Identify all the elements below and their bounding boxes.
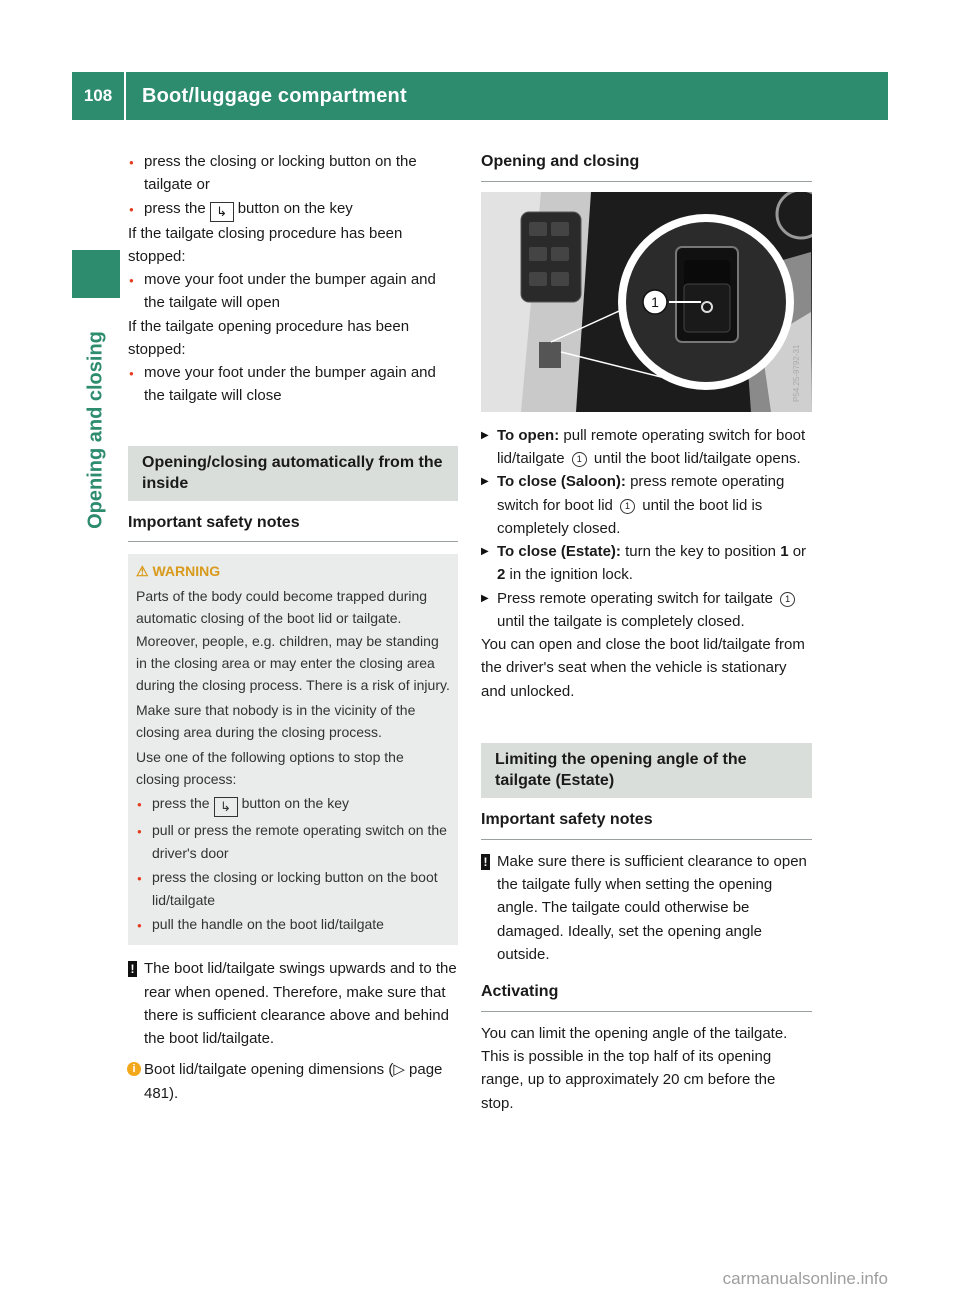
list-item: ● move your foot under the bumper again and the tailgate will close xyxy=(128,361,458,408)
right-column xyxy=(481,150,812,1115)
exclamation-icon: ! xyxy=(481,854,490,870)
paragraph: If the tailgate closing procedure has been stopped: xyxy=(128,224,403,265)
warning-triangle-icon: ⚠ xyxy=(136,563,149,580)
section-heading: Opening/closing automatically from the inside xyxy=(128,446,458,501)
subheading: Activating xyxy=(481,980,812,1012)
instruction-step: ▶ Press remote operating switch for tailgate 1 until the tailgate is completely closed. xyxy=(481,587,812,634)
paragraph: You can limit the opening angle of the tailgate. This is possible in the top half of its opening range, up to approximately 20 cm before the stop. xyxy=(481,1024,788,1112)
side-tab-label: Opening and closing xyxy=(84,331,107,529)
warning-box xyxy=(128,554,458,945)
callout-1-icon: 1 xyxy=(620,499,635,514)
list-item: ● press the closing or locking button on the tailgate or xyxy=(128,150,458,197)
list-item: ● pull the handle on the boot lid/tailgate xyxy=(136,913,450,935)
callout-number: 1 xyxy=(651,293,659,310)
note: ! Make sure there is sufficient clearance to open the tailgate fully when setting the opening angle. The tailgate could otherwise be damaged. Ideally, set the opening angle outside. xyxy=(481,850,812,966)
warning-text: Make sure that nobody is in the vicinity of the closing area during the closing process. xyxy=(136,701,416,741)
watermark: carmanualsonline.info xyxy=(722,1269,888,1288)
warning-text: Use one of the following options to stop the closing process: xyxy=(136,748,404,787)
warning-text: Parts of the body could become trapped during automatic closing of the boot lid or tailgate. Moreover, people, e.g. children, may be standing in the closing area or may enter the closing area during the closing process. There is a risk of injury. xyxy=(136,587,450,694)
list-item: ● move your foot under the bumper again and the tailgate will open xyxy=(128,268,458,315)
list-item: ● pull or press the remote operating switch on the driver's door xyxy=(136,819,450,864)
warning-title: ⚠ WARNING xyxy=(136,563,221,580)
tailgate-key-icon: ↳ xyxy=(210,202,234,222)
left-column xyxy=(128,150,458,1105)
info-icon: i xyxy=(127,1062,141,1076)
tailgate-key-icon: ↳ xyxy=(214,797,238,817)
page-title: Boot/luggage compartment xyxy=(142,84,407,107)
photo-code: P54.25-9792-31 xyxy=(792,344,801,402)
subheading: Opening and closing xyxy=(481,150,812,182)
page-reference-link[interactable]: Boot lid/tailgate opening dimensions (▷ page 481). xyxy=(144,1061,443,1102)
paragraph: If the tailgate opening procedure has been stopped: xyxy=(128,317,410,358)
list-item: ● press the closing or locking button on the boot lid/tailgate xyxy=(136,866,450,911)
instruction-step: ▶ To open: pull remote operating switch for boot lid/tailgate 1 until the boot lid/tailgate opens. xyxy=(481,424,812,471)
list-item: ● press the ↳ button on the key xyxy=(136,792,450,817)
note: ! The boot lid/tailgate swings upwards and to the rear when opened. Therefore, make sure that there is sufficient clearance above and behind the boot lid/tailgate. xyxy=(128,957,458,1050)
instructions xyxy=(481,424,812,633)
callout-1-icon: 1 xyxy=(780,592,795,607)
list-item: ● press the ↳ button on the key xyxy=(128,197,458,222)
paragraph: You can open and close the boot lid/tailgate from the driver's seat when the vehicle is stationary and unlocked. xyxy=(481,636,805,700)
page-number: 108 xyxy=(83,85,113,105)
subheading: Important safety notes xyxy=(128,511,458,543)
callout-1-icon: 1 xyxy=(572,452,587,467)
side-tab-marker xyxy=(72,250,120,298)
info-note xyxy=(128,1058,458,1105)
instruction-step: ▶ To close (Saloon): press remote operating switch for boot lid 1 until the boot lid is completely closed. xyxy=(481,470,812,540)
subheading: Important safety notes xyxy=(481,808,812,840)
exclamation-icon: ! xyxy=(128,961,137,977)
instruction-step: ▶ To close (Estate): turn the key to position 1 or 2 in the ignition lock. xyxy=(481,540,812,587)
door-switch-photo xyxy=(481,192,812,412)
section-heading: Limiting the opening angle of the tailgate (Estate) xyxy=(481,743,812,798)
page-header xyxy=(72,72,888,120)
